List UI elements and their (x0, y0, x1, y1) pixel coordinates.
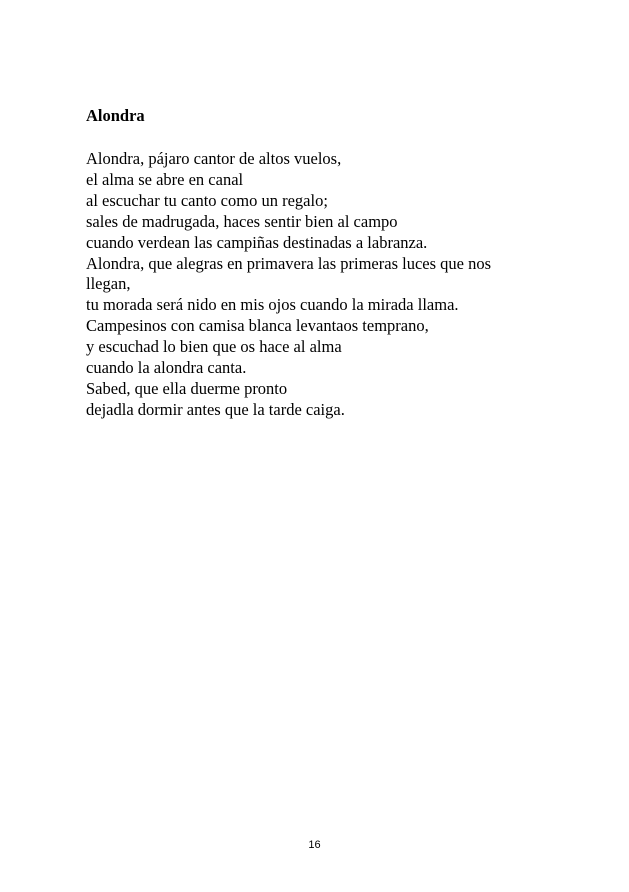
poem-line: Sabed, que ella duerme pronto (86, 378, 288, 398)
poem-title: Alondra (86, 106, 145, 125)
page-number: 16 (308, 839, 321, 851)
poem-line: y escuchad lo bien que os hace al alma (86, 337, 342, 357)
poem-line: sales de madrugada, haces sentir bien al campo (86, 211, 398, 231)
poem-line: tu morada será nido en mis ojos cuando la mirada llama. (86, 295, 459, 315)
poem-line: cuando verdean las campiñas destinadas a labranza. (86, 232, 428, 252)
poem-line: al escuchar tu canto como un regalo; (86, 190, 328, 210)
poem-body (86, 149, 546, 421)
poem-line: Alondra, que alegras en primavera las primeras luces que nos (86, 253, 492, 273)
poem-line: el alma se abre en canal (86, 169, 244, 189)
poem-line: dejadla dormir antes que la tarde caiga. (86, 399, 345, 419)
poem-line: Campesinos con camisa blanca levantaos temprano, (86, 316, 429, 336)
poem-line: llegan, (86, 274, 131, 294)
poem-line: Alondra, pájaro cantor de altos vuelos, (86, 149, 342, 168)
poem-line: cuando la alondra canta. (86, 358, 247, 378)
